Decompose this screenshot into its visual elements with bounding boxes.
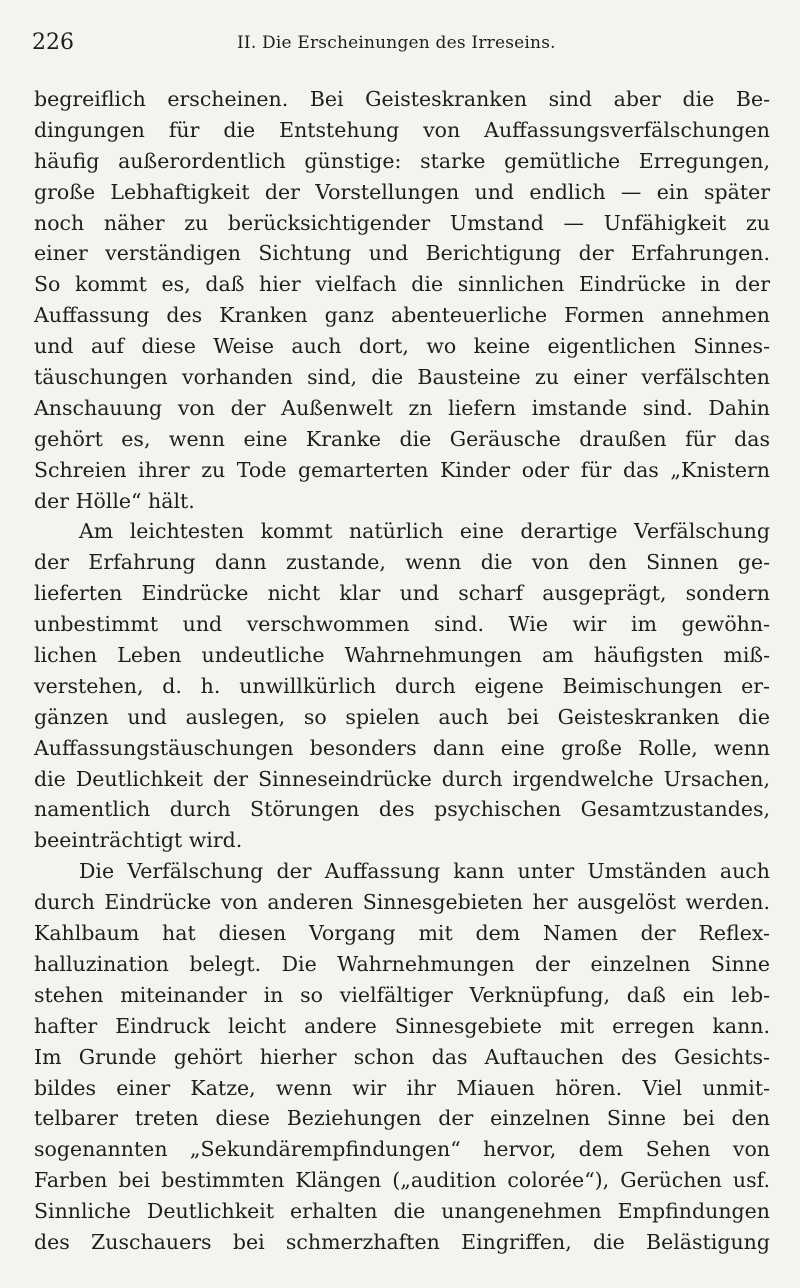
text-line: und auf diese Weise auch dort, wo keine eigentlichen Sinnes- [34,334,770,359]
text-line: Die Verfälschung der Auffassung kann unter Umständen auch [79,859,770,884]
text-line: lieferten Eindrücke nicht klar und scharf ausgeprägt, sondern [34,581,770,606]
text-line: telbarer treten diese Beziehungen der einzelnen Sinne bei den [34,1106,770,1131]
text-line: Im Grunde gehört hierher schon das Auftauchen des Gesichts- [34,1044,770,1069]
body-text [34,84,770,1258]
text-line: Anschauung von der Außenwelt zn liefern imstande sind. Dahin [34,395,770,420]
text-line: die Deutlichkeit der Sinneseindrücke durch irgendwelche Ursachen, [34,766,770,791]
text-line: der Erfahrung dann zustande, wenn die von den Sinnen ge- [34,550,770,575]
text-line: beeinträchtigt wird. [34,828,243,853]
text-line: hafter Eindruck leicht andere Sinnesgebiete mit erregen kann. [34,1013,770,1038]
text-line: halluzination belegt. Die Wahrnehmungen der einzelnen Sinne [34,951,770,976]
text-line: Auffassungstäuschungen besonders dann eine große Rolle, wenn [34,735,770,760]
text-line: namentlich durch Störungen des psychischen Gesamtzustandes, [34,797,770,822]
running-title: II. Die Erscheinungen des Irreseins. [237,33,556,53]
text-line: gänzen und auslegen, so spielen auch bei Geisteskranken die [34,704,770,729]
text-line: unbestimmt und verschwommen sind. Wie wir im gewöhn- [34,612,770,637]
text-line: des Zuschauers bei schmerzhaften Eingriffen, die Belästigung [34,1229,770,1254]
text-line: einer verständigen Sichtung und Berichtigung der Erfahrungen. [34,241,770,266]
paragraph [34,856,770,1258]
text-line: häufig außerordentlich günstige: starke gemütliche Erregungen, [34,148,770,173]
text-line: große Lebhaftigkeit der Vorstellungen und endlich — ein später [34,179,770,204]
text-line: Auffassung des Kranken ganz abenteuerliche Formen annehmen [34,303,770,328]
text-line: Kahlbaum hat diesen Vorgang mit dem Namen der Reflex- [34,921,770,946]
text-line: stehen miteinander in so vielfältiger Verknüpfung, daß ein leb- [34,982,770,1007]
text-line: So kommt es, daß hier vielfach die sinnlichen Eindrücke in der [34,272,770,297]
text-line: gehört es, wenn eine Kranke die Geräusche draußen für das [34,426,770,451]
text-line: täuschungen vorhanden sind, die Bausteine zu einer verfälschten [34,365,770,390]
page-header [32,30,766,60]
text-line: Farben bei bestimmten Klängen („audition colorée“), Gerüchen usf. [34,1168,770,1193]
text-line: Am leichtesten kommt natürlich eine derartige Verfälschung [79,519,770,544]
paragraph [34,516,770,856]
paragraph [34,84,770,516]
text-line: begreiflich erscheinen. Bei Geisteskranken sind aber die Be- [34,87,770,111]
text-line: sogenannten „Sekundärempfindungen“ hervor, dem Sehen von [34,1137,770,1162]
text-line: durch Eindrücke von anderen Sinnesgebieten her ausgelöst werden. [34,890,770,915]
page-number: 226 [32,30,74,55]
text-line: der Hölle“ hält. [34,488,195,513]
text-line: lichen Leben undeutliche Wahrnehmungen am häufigsten miß- [34,643,770,668]
text-line: verstehen, d. h. unwillkürlich durch eigene Beimischungen er- [34,673,770,698]
text-line: dingungen für die Entstehung von Auffassungsverfälschungen [34,117,770,142]
text-line: Sinnliche Deutlichkeit erhalten die unangenehmen Empfindungen [34,1199,770,1224]
text-line: Schreien ihrer zu Tode gemarterten Kinder oder für das „Knistern [34,457,770,482]
text-line: noch näher zu berücksichtigender Umstand — Unfähigkeit zu [34,210,770,235]
text-line: bildes einer Katze, wenn wir ihr Miauen hören. Viel unmit- [34,1075,770,1100]
